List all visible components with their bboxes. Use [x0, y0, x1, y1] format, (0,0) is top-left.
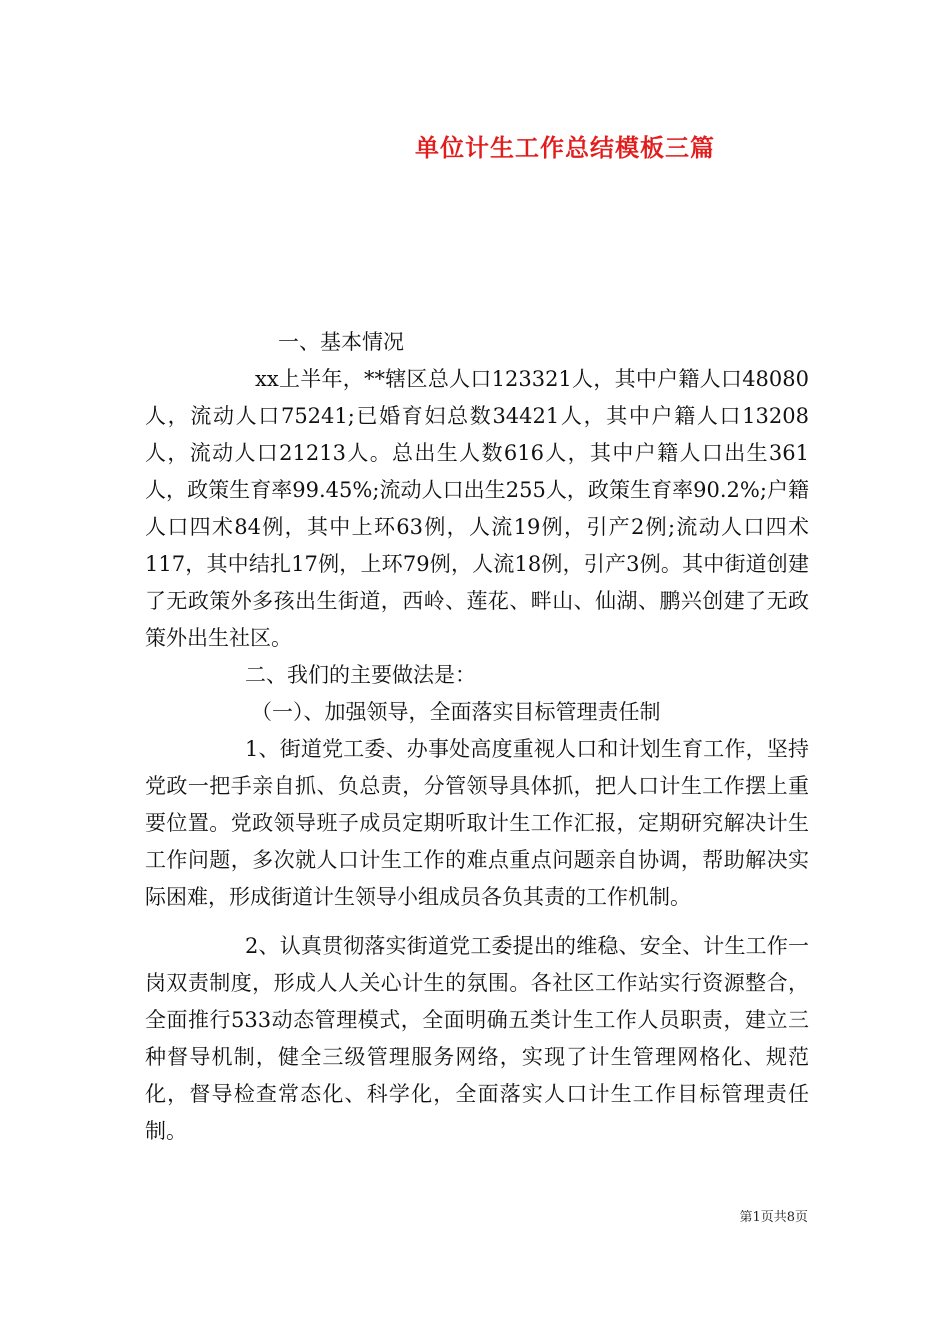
- subsection-heading-leadership: （一）、加强领导，全面落实目标管理责任制: [251, 700, 661, 724]
- document-body: [145, 324, 809, 1150]
- paragraph-item-1: 1、街道党工委、办事处高度重视人口和计划生育工作，坚持党政一把手亲自抓、负总责，分管领导具体抓，把人口计生工作摆上重要位置。党政领导班子成员定期听取计生工作汇报，定期研究解决计生工作问题，多次就人口计生工作的难点重点问题亲自协调，帮助解决实际困难，形成街道计生领导小组成员各负其责的工作机制。: [145, 737, 809, 909]
- document-title: 单位计生工作总结模板三篇: [415, 134, 715, 162]
- page-number: 第1页共8页: [739, 1210, 808, 1225]
- section-heading-practices: 二、我们的主要做法是：: [245, 663, 476, 687]
- section-heading-basic: 一、基本情况: [278, 330, 404, 354]
- paragraph-item-2: 2、认真贯彻落实街道党工委提出的维稳、安全、计生工作一岗双责制度，形成人人关心计生的氛围。各社区工作站实行资源整合，全面推行533动态管理模式，全面明确五类计生工作人员职责，建立三种督导机制，健全三级管理服务网络，实现了计生管理网格化、规范化，督导检查常态化、科学化，全面落实人口计生工作目标管理责任制。: [145, 934, 809, 1143]
- paragraph-basic-situation: xx上半年，**辖区总人口123321人，其中户籍人口48080人，流动人口75241;已婚育妇总数34421人，其中户籍人口13208人，流动人口21213人。总出生人数616人，其中户籍人口出生361人，政策生育率99.45%;流动人口出生255人，政策生育率90.2%;户籍人口四术84例，其中上环63例，人流19例，引产2例;流动人口四术117，其中结扎17例，上环79例，人流18例，引产3例。其中街道创建了无政策外多孩出生街道，西岭、莲花、畔山、仙湖、鹏兴创建了无政策外出生社区。: [145, 367, 809, 650]
